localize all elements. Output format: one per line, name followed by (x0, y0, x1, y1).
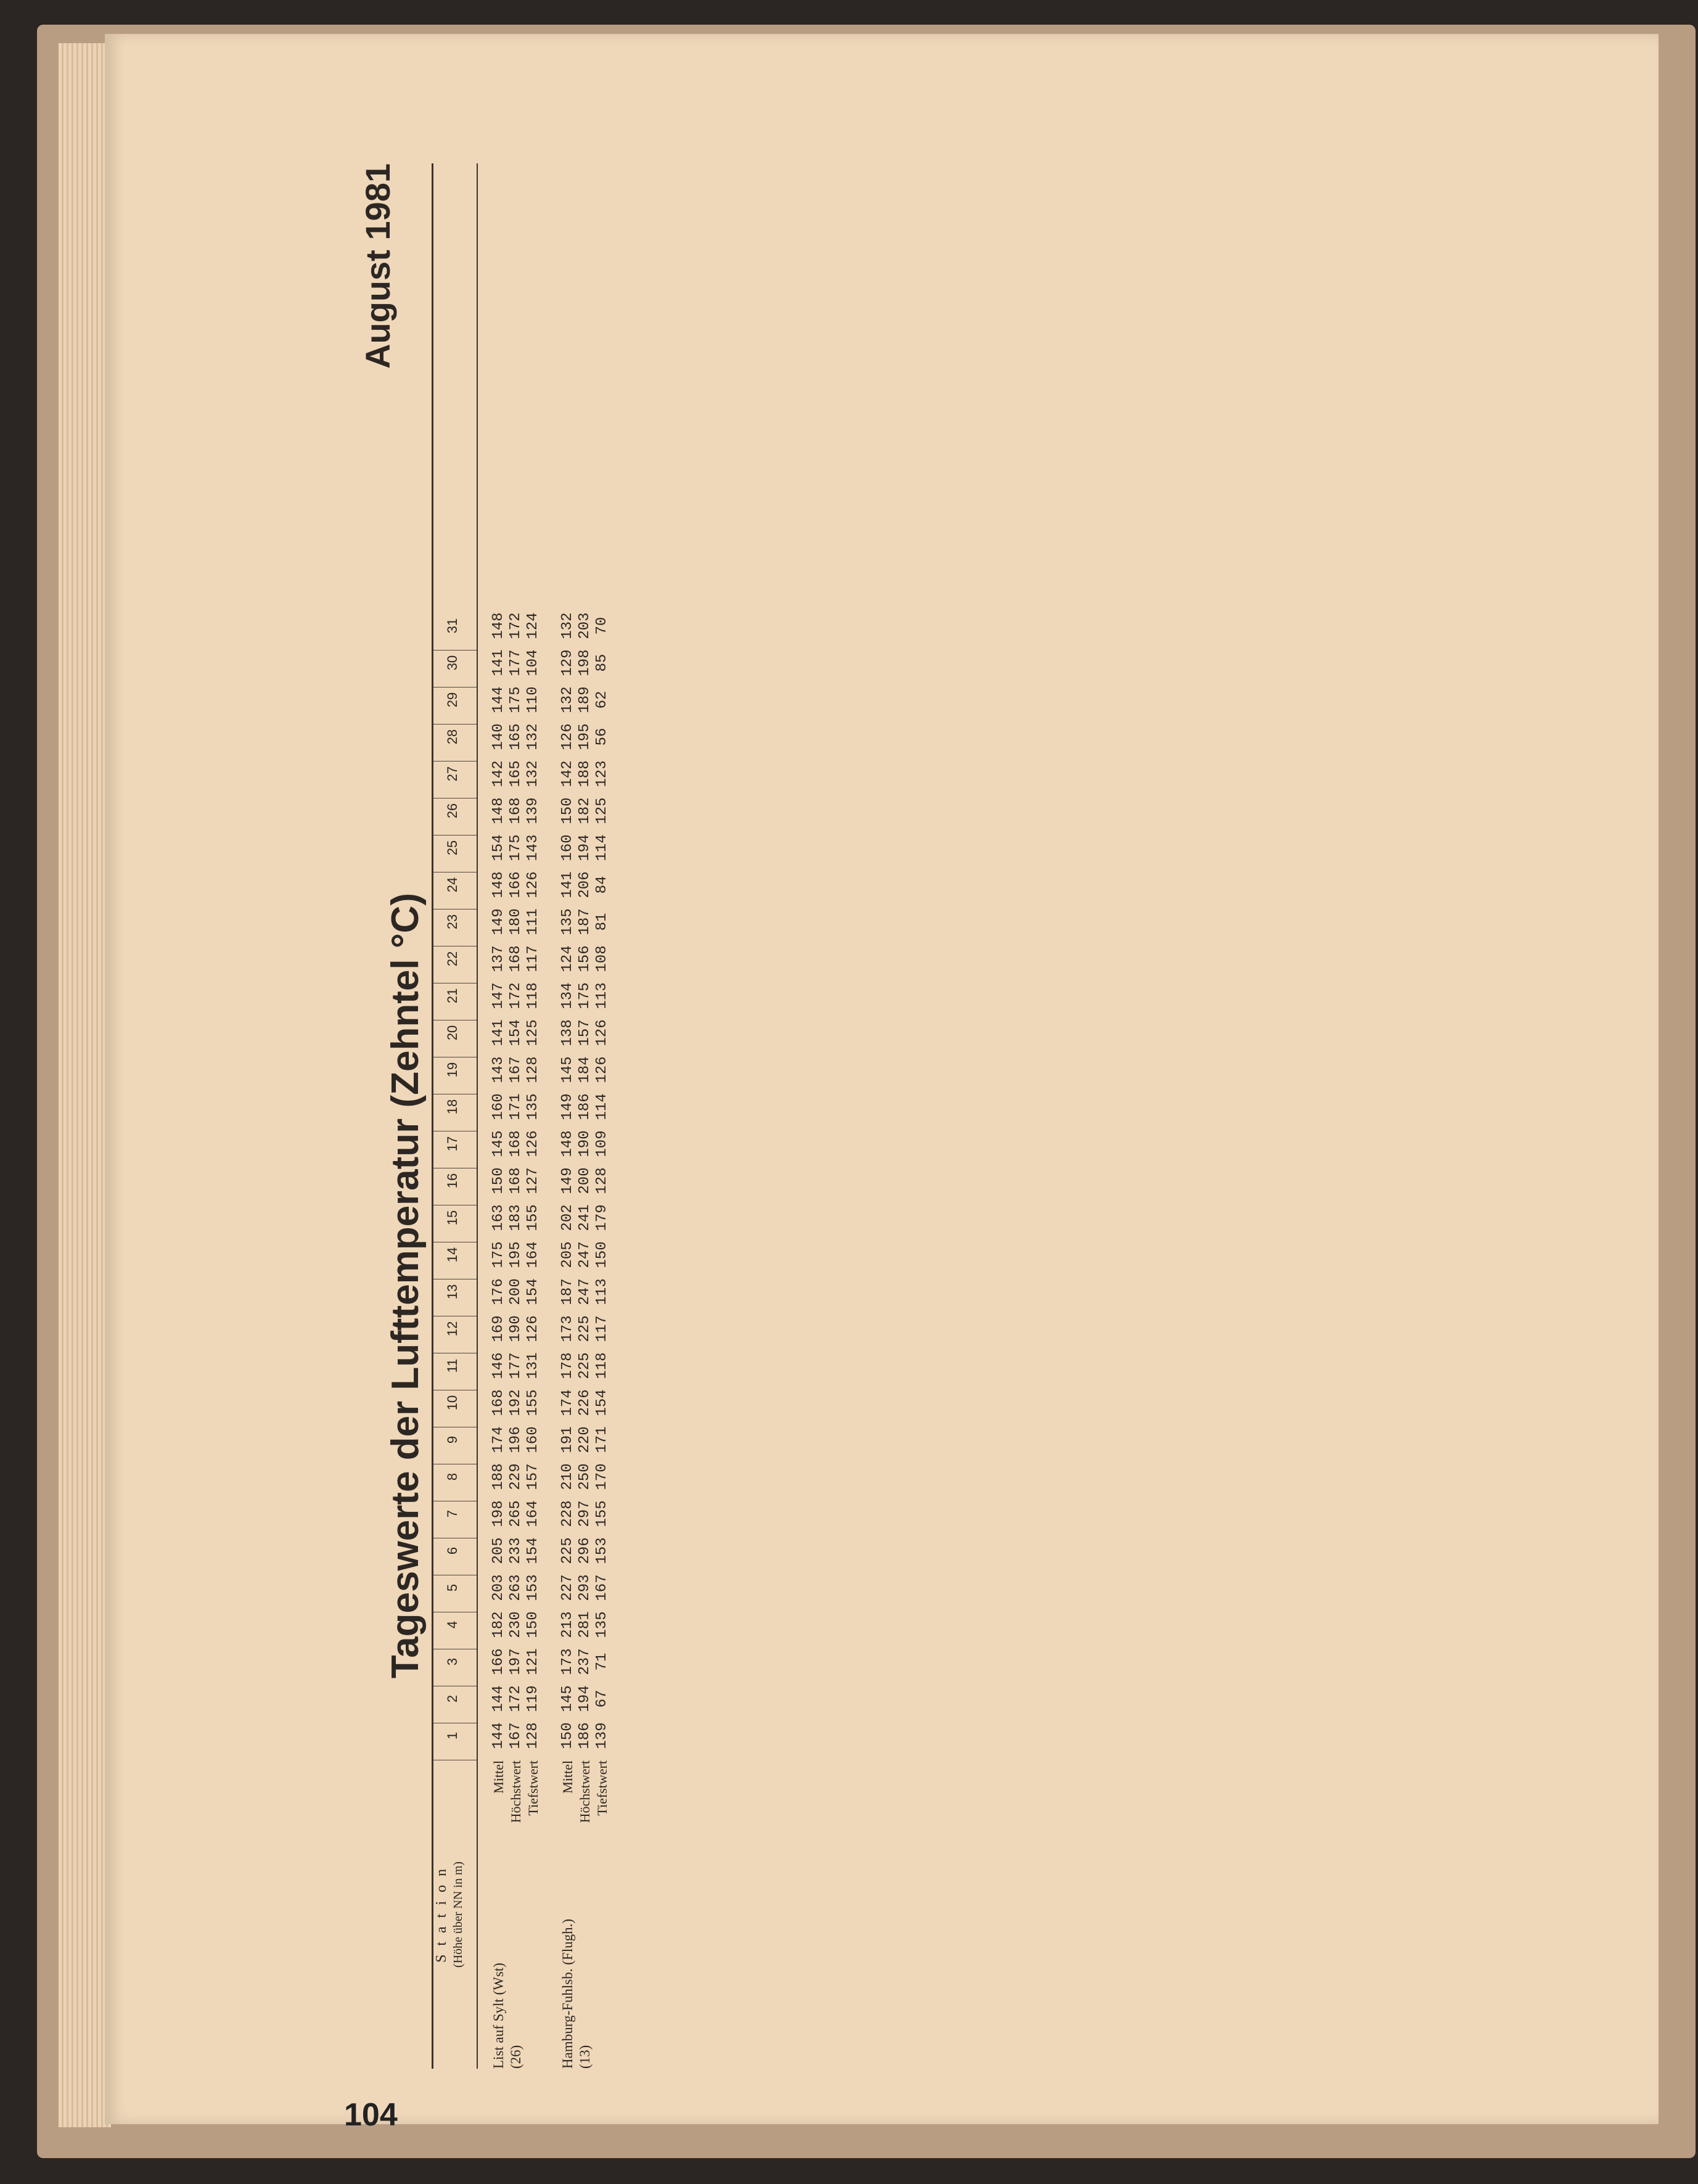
value-type: Mittel (491, 1760, 506, 1794)
temperature-value: 265 (507, 1500, 524, 1527)
day-column-label: 23 (445, 914, 460, 930)
daily-values (559, 607, 576, 1754)
temperature-table-page (358, 163, 1640, 2069)
temperature-value: 174 (490, 1426, 507, 1453)
temperature-value: 174 (559, 1389, 576, 1416)
temperature-value: 62 (594, 691, 610, 709)
temperature-value: 225 (576, 1315, 593, 1342)
temperature-value: 155 (525, 1204, 541, 1231)
temperature-value: 247 (576, 1278, 593, 1305)
temperature-value: 126 (525, 1315, 541, 1342)
temperature-value: 117 (525, 945, 541, 972)
day-column-label: 20 (445, 1025, 460, 1041)
table-title: Tageswerte der Lufttemperatur (Zehntel °C) (383, 892, 427, 1679)
temperature-value: 135 (559, 908, 576, 935)
temperature-value: 135 (594, 1611, 610, 1638)
day-column-label: 11 (445, 1358, 460, 1373)
temperature-value: 140 (490, 723, 507, 750)
temperature-value: 124 (525, 612, 541, 639)
temperature-value: 132 (559, 686, 576, 713)
station-height-subheader: (Höhe über NN in m) (451, 1861, 465, 1968)
temperature-value: 203 (490, 1574, 507, 1601)
temperature-value: 127 (525, 1167, 541, 1194)
temperature-value: 124 (559, 945, 576, 972)
temperature-value: 104 (525, 649, 541, 676)
temperature-value: 143 (490, 1056, 507, 1083)
temperature-value: 150 (594, 1241, 610, 1268)
temperature-value: 247 (576, 1241, 593, 1268)
temperature-value: 147 (490, 982, 507, 1009)
temperature-value: 135 (525, 1093, 541, 1120)
temperature-value: 132 (525, 723, 541, 750)
temperature-value: 281 (576, 1611, 593, 1638)
temperature-value: 128 (594, 1167, 610, 1194)
temperature-value: 139 (594, 1722, 610, 1749)
temperature-value: 183 (507, 1204, 524, 1231)
temperature-value: 163 (490, 1204, 507, 1231)
temperature-value: 154 (507, 1019, 524, 1046)
temperature-value: 198 (490, 1500, 507, 1527)
temperature-value: 118 (594, 1352, 610, 1379)
temperature-value: 118 (525, 982, 541, 1009)
temperature-value: 153 (525, 1574, 541, 1601)
temperature-value: 155 (594, 1500, 610, 1527)
temperature-value: 157 (576, 1019, 593, 1046)
temperature-value: 168 (507, 1130, 524, 1157)
day-column-label: 7 (445, 1509, 460, 1518)
temperature-value: 184 (576, 1056, 593, 1083)
temperature-value: 220 (576, 1426, 593, 1453)
value-type: Tiefstwert (525, 1760, 541, 1816)
temperature-value: 71 (594, 1652, 610, 1671)
temperature-value: 177 (507, 649, 524, 676)
temperature-value: 168 (507, 797, 524, 824)
temperature-value: 226 (576, 1389, 593, 1416)
column-divider (433, 761, 477, 762)
temperature-value: 165 (507, 723, 524, 750)
temperature-value: 145 (559, 1685, 576, 1712)
temperature-value: 148 (559, 1130, 576, 1157)
column-divider (433, 650, 477, 651)
temperature-value: 142 (559, 760, 576, 787)
day-column-label: 24 (445, 877, 460, 893)
temperature-value: 213 (559, 1611, 576, 1638)
daily-values (490, 607, 507, 1754)
temperature-value: 263 (507, 1574, 524, 1601)
daily-values (525, 607, 542, 1754)
temperature-value: 173 (559, 1315, 576, 1342)
day-column-label: 3 (445, 1657, 460, 1666)
temperature-value: 114 (594, 834, 610, 861)
temperature-value: 227 (559, 1574, 576, 1601)
temperature-value: 197 (507, 1648, 524, 1675)
temperature-value: 155 (525, 1389, 541, 1416)
temperature-value: 206 (576, 871, 593, 898)
temperature-table (432, 163, 1636, 2069)
temperature-value: 175 (490, 1241, 507, 1268)
temperature-value: 225 (576, 1352, 593, 1379)
page-number: 104 (344, 2097, 398, 2133)
temperature-value: 126 (594, 1019, 610, 1046)
temperature-value: 175 (507, 686, 524, 713)
temperature-value: 296 (576, 1537, 593, 1564)
day-column-label: 18 (445, 1099, 460, 1115)
temperature-value: 168 (490, 1389, 507, 1416)
daily-values (507, 607, 525, 1754)
temperature-value: 188 (490, 1463, 507, 1490)
value-type: Mittel (560, 1760, 575, 1794)
temperature-value: 177 (507, 1352, 524, 1379)
station-name (594, 1865, 611, 2069)
temperature-value: 182 (490, 1611, 507, 1638)
temperature-value: 70 (594, 617, 610, 635)
temperature-value: 125 (594, 797, 610, 824)
temperature-value: 228 (559, 1500, 576, 1527)
day-column-label: 9 (445, 1435, 460, 1444)
temperature-value: 110 (525, 686, 541, 713)
station-name: List auf Sylt (Wst) (491, 1963, 506, 2069)
temperature-value: 134 (559, 982, 576, 1009)
day-column-label: 4 (445, 1620, 460, 1629)
temperature-value: 128 (525, 1722, 541, 1749)
temperature-value: 144 (490, 686, 507, 713)
day-column-label: 10 (445, 1395, 460, 1411)
temperature-value: 121 (525, 1648, 541, 1675)
temperature-value: 141 (559, 871, 576, 898)
temperature-value: 113 (594, 982, 610, 1009)
temperature-value: 139 (525, 797, 541, 824)
temperature-value: 225 (559, 1537, 576, 1564)
temperature-value: 154 (594, 1389, 610, 1416)
table-header (433, 163, 478, 2069)
temperature-value: 149 (490, 908, 507, 935)
temperature-value: 149 (559, 1167, 576, 1194)
temperature-value: 150 (559, 1722, 576, 1749)
temperature-value: 142 (490, 760, 507, 787)
temperature-value: 172 (507, 1685, 524, 1712)
day-column-label: 6 (445, 1546, 460, 1555)
temperature-value: 111 (525, 908, 541, 935)
scanned-page (105, 34, 1659, 2133)
value-type: Tiefstwert (594, 1760, 610, 1816)
temperature-value: 172 (507, 612, 524, 639)
table-rows (490, 163, 611, 2069)
temperature-value: 178 (559, 1352, 576, 1379)
temperature-value: 81 (594, 913, 610, 931)
temperature-value: 166 (507, 871, 524, 898)
temperature-value: 138 (559, 1019, 576, 1046)
temperature-value: 154 (525, 1278, 541, 1305)
day-column-label: 29 (445, 692, 460, 708)
temperature-value: 241 (576, 1204, 593, 1231)
temperature-value: 160 (559, 834, 576, 861)
temperature-value: 150 (490, 1167, 507, 1194)
temperature-value: 128 (525, 1056, 541, 1083)
temperature-value: 132 (559, 612, 576, 639)
station-column-header (433, 1760, 477, 2069)
temperature-value: 114 (594, 1093, 610, 1120)
day-column-label: 28 (445, 729, 460, 745)
temperature-value: 200 (507, 1278, 524, 1305)
temperature-value: 188 (576, 760, 593, 787)
temperature-value: 171 (507, 1093, 524, 1120)
temperature-value: 146 (490, 1352, 507, 1379)
day-column-label: 13 (445, 1284, 460, 1300)
temperature-value: 189 (576, 686, 593, 713)
temperature-value: 233 (507, 1537, 524, 1564)
temperature-value: 190 (576, 1130, 593, 1157)
day-column-label: 2 (445, 1694, 460, 1703)
temperature-value: 180 (507, 908, 524, 935)
table-row (559, 163, 576, 2069)
temperature-value: 157 (525, 1463, 541, 1490)
temperature-value: 168 (507, 1167, 524, 1194)
temperature-value: 144 (490, 1685, 507, 1712)
temperature-value: 144 (490, 1722, 507, 1749)
temperature-value: 186 (576, 1722, 593, 1749)
daily-values (576, 607, 594, 1754)
temperature-value: 123 (594, 760, 610, 787)
temperature-value: 210 (559, 1463, 576, 1490)
day-column-label: 30 (445, 655, 460, 671)
day-column-label: 12 (445, 1321, 460, 1337)
temperature-value: 126 (525, 871, 541, 898)
temperature-value: 182 (576, 797, 593, 824)
day-column-label: 21 (445, 988, 460, 1004)
column-divider (433, 687, 477, 688)
temperature-value: 200 (576, 1167, 593, 1194)
temperature-value: 113 (594, 1278, 610, 1305)
temperature-value: 202 (559, 1204, 576, 1231)
temperature-value: 117 (594, 1315, 610, 1342)
temperature-value: 168 (507, 945, 524, 972)
temperature-value: 293 (576, 1574, 593, 1601)
temperature-value: 167 (507, 1056, 524, 1083)
temperature-value: 150 (525, 1611, 541, 1638)
temperature-value: 141 (490, 649, 507, 676)
temperature-value: 194 (576, 834, 593, 861)
temperature-value: 160 (525, 1426, 541, 1453)
temperature-value: 145 (490, 1130, 507, 1157)
table-row (576, 163, 594, 2069)
day-column-label: 8 (445, 1472, 460, 1481)
temperature-value: 84 (594, 876, 610, 894)
temperature-value: 187 (559, 1278, 576, 1305)
temperature-value: 153 (594, 1537, 610, 1564)
temperature-value: 191 (559, 1426, 576, 1453)
temperature-value: 129 (559, 649, 576, 676)
temperature-value: 149 (559, 1093, 576, 1120)
table-row (525, 163, 542, 2069)
temperature-value: 198 (576, 649, 593, 676)
temperature-value: 195 (576, 723, 593, 750)
temperature-value: 187 (576, 908, 593, 935)
temperature-value: 171 (594, 1426, 610, 1453)
daily-values (594, 607, 611, 1754)
temperature-value: 172 (507, 982, 524, 1009)
temperature-value: 230 (507, 1611, 524, 1638)
temperature-value: 170 (594, 1463, 610, 1490)
page-edge-stack (59, 43, 111, 2127)
value-type: Höchstwert (508, 1760, 523, 1823)
temperature-value: 141 (490, 1019, 507, 1046)
temperature-value: 148 (490, 797, 507, 824)
temperature-value: 195 (507, 1241, 524, 1268)
temperature-value: 148 (490, 612, 507, 639)
temperature-value: 237 (576, 1648, 593, 1675)
temperature-value: 167 (507, 1722, 524, 1749)
temperature-value: 150 (559, 797, 576, 824)
temperature-value: 145 (559, 1056, 576, 1083)
day-column-label: 19 (445, 1062, 460, 1078)
temperature-value: 131 (525, 1352, 541, 1379)
temperature-value: 205 (490, 1537, 507, 1564)
temperature-value: 166 (490, 1648, 507, 1675)
day-column-label: 31 (445, 618, 460, 634)
temperature-value: 176 (490, 1278, 507, 1305)
station-gap (542, 163, 559, 2069)
temperature-value: 179 (594, 1204, 610, 1231)
temperature-value: 297 (576, 1500, 593, 1527)
temperature-value: 192 (507, 1389, 524, 1416)
column-divider (433, 724, 477, 725)
temperature-value: 175 (507, 834, 524, 861)
temperature-value: 250 (576, 1463, 593, 1490)
temperature-value: 156 (576, 945, 593, 972)
temperature-value: 167 (594, 1574, 610, 1601)
day-column-label: 26 (445, 803, 460, 819)
day-column-label: 22 (445, 951, 460, 967)
temperature-value: 196 (507, 1426, 524, 1453)
temperature-value: 132 (525, 760, 541, 787)
temperature-value: 125 (525, 1019, 541, 1046)
day-column-label: 14 (445, 1247, 460, 1263)
temperature-value: 108 (594, 945, 610, 972)
temperature-value: 143 (525, 834, 541, 861)
temperature-value: 56 (594, 728, 610, 746)
day-column-label: 5 (445, 1583, 460, 1592)
day-column-label: 16 (445, 1173, 460, 1189)
station-name: Hamburg-Fuhlsb. (Flugh.) (560, 1919, 575, 2069)
temperature-value: 148 (490, 871, 507, 898)
temperature-value: 165 (507, 760, 524, 787)
temperature-value: 126 (559, 723, 576, 750)
temperature-value: 119 (525, 1685, 541, 1712)
day-column-label: 17 (445, 1136, 460, 1152)
day-column-label: 25 (445, 840, 460, 856)
table-row (594, 163, 611, 2069)
temperature-value: 154 (525, 1537, 541, 1564)
temperature-value: 67 (594, 1689, 610, 1708)
day-column-label: 27 (445, 766, 460, 782)
station-name: (26) (508, 2045, 523, 2069)
temperature-value: 190 (507, 1315, 524, 1342)
temperature-value: 194 (576, 1685, 593, 1712)
day-column-label: 15 (445, 1210, 460, 1226)
day-column-label: 1 (445, 1731, 460, 1740)
temperature-value: 173 (559, 1648, 576, 1675)
temperature-value: 85 (594, 654, 610, 672)
temperature-value: 169 (490, 1315, 507, 1342)
table-row (507, 163, 525, 2069)
temperature-value: 205 (559, 1241, 576, 1268)
temperature-value: 164 (525, 1241, 541, 1268)
temperature-value: 160 (490, 1093, 507, 1120)
station-name (525, 1865, 542, 2069)
temperature-value: 137 (490, 945, 507, 972)
temperature-value: 109 (594, 1130, 610, 1157)
temperature-value: 154 (490, 834, 507, 861)
station-name: (13) (577, 2045, 593, 2069)
temperature-value: 175 (576, 982, 593, 1009)
month-title: August 1981 (358, 163, 397, 369)
temperature-value: 186 (576, 1093, 593, 1120)
temperature-value: 203 (576, 612, 593, 639)
temperature-value: 229 (507, 1463, 524, 1490)
temperature-value: 126 (525, 1130, 541, 1157)
temperature-value: 164 (525, 1500, 541, 1527)
table-row (490, 163, 507, 2069)
temperature-value: 126 (594, 1056, 610, 1083)
station-header-text: S t a t i o n (433, 1866, 449, 1963)
value-type: Höchstwert (577, 1760, 593, 1823)
